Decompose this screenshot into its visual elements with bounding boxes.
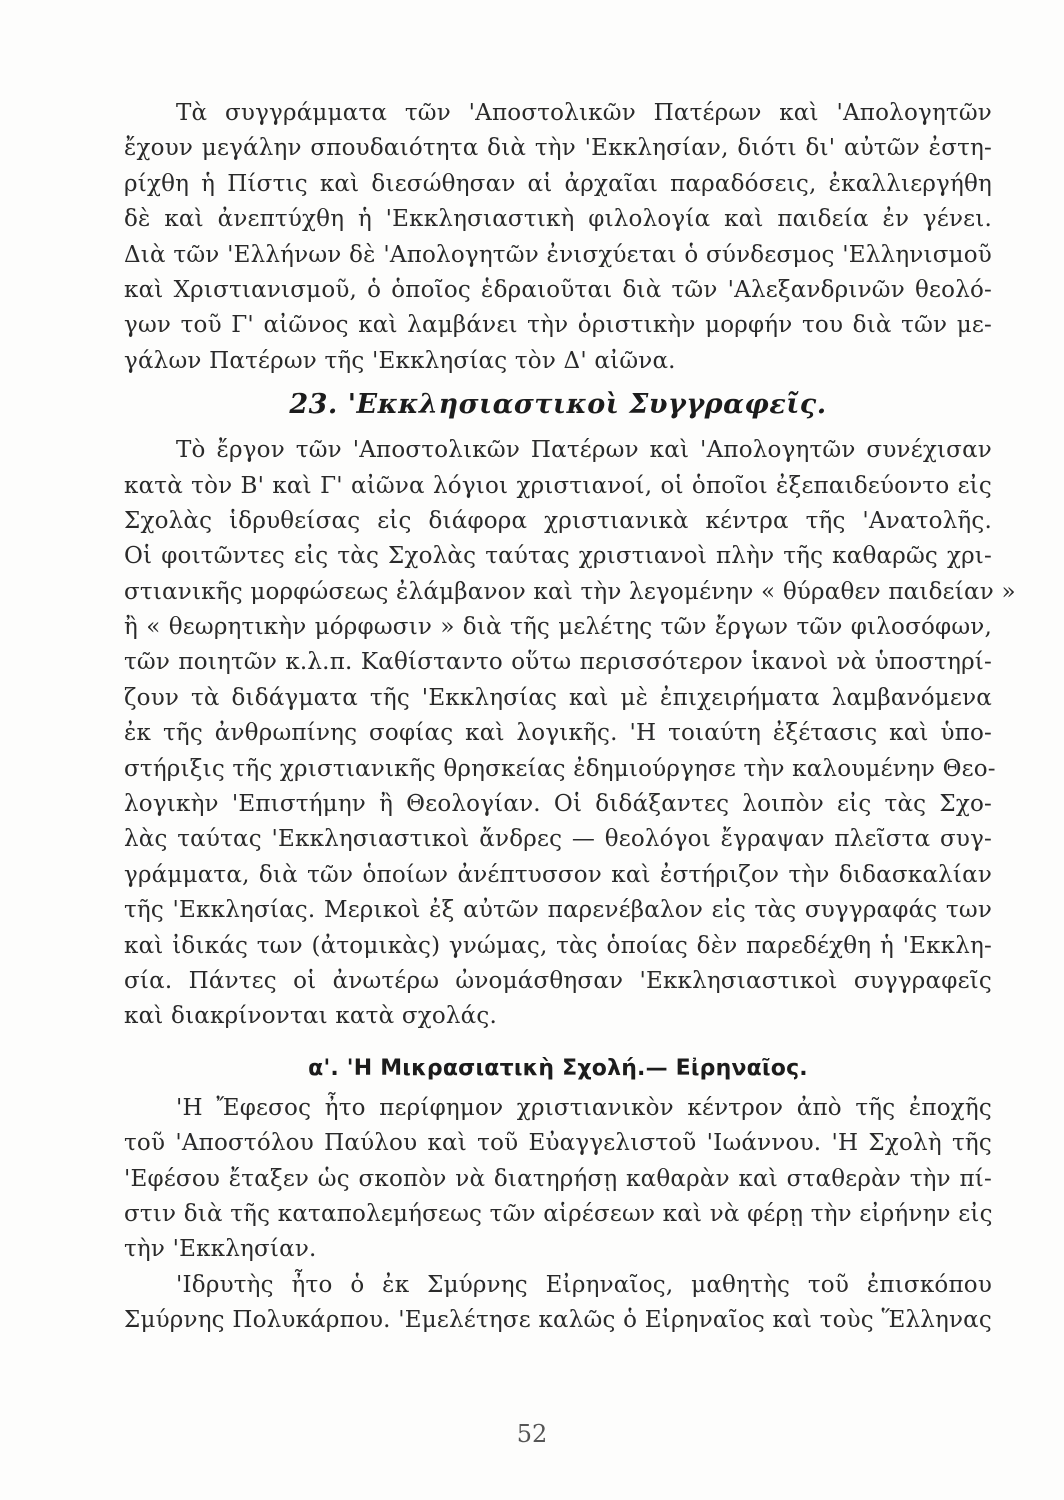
text-line: 'Εφέσου ἔταξεν ὡς σκοπὸν νὰ διατηρήσῃ καθαρὰν καὶ σταθερὰν τὴν πί- (124, 1165, 992, 1192)
paragraph-2 (124, 433, 1016, 1035)
text-line: ἔχουν μεγάλην σπουδαιότητα διὰ τὴν 'Εκκλησίαν, διότι δι' αὐτῶν ἐστη- (124, 135, 992, 162)
text-line: Τὰ συγγράμματα τῶν 'Αποστολικῶν Πατέρων καὶ 'Απολογητῶν (176, 100, 992, 126)
text-line: γων τοῦ Γ' αἰῶνος καὶ λαμβάνει τὴν ὁριστικὴν μορφήν του διὰ τῶν με- (124, 312, 992, 339)
text-line: δὲ καὶ ἀνεπτύχθη ἡ 'Εκκλησιαστικὴ φιλολογία καὶ παιδεία ἐν γένει. (124, 206, 992, 233)
text-line: λὰς ταύτας 'Εκκλησιαστικοὶ ἄνδρες — θεολόγοι ἔγραψαν πλεῖστα συγ- (124, 826, 992, 853)
paragraph-1 (124, 96, 992, 379)
page-number: 52 (516, 1420, 548, 1448)
text-line: τῶν ποιητῶν κ.λ.π. Καθίσταντο οὕτω περισσότερον ἱκανοὶ νὰ ὑποστηρί- (124, 649, 992, 676)
text-line: καὶ διακρίνονται κατὰ σχολάς. (124, 1003, 498, 1030)
text-line: σία. Πάντες οἱ ἀνωτέρω ὠνομάσθησαν 'Εκκλησιαστικοὶ συγγραφεῖς (124, 967, 992, 994)
text-line: ρίχθη ἡ Πίστις καὶ διεσώθησαν αἱ ἀρχαῖαι παραδόσεις, ἐκαλλιεργήθη (124, 170, 992, 197)
text-line: ζουν τὰ διδάγματα τῆς 'Εκκλησίας καὶ μὲ ἐπιχειρήματα λαμβανόμενα (124, 684, 992, 711)
text-line: κατὰ τὸν Β' καὶ Γ' αἰῶνα λόγιοι χριστιανοί, οἱ ὁποῖοι ἐξεπαιδεύοντο εἰς (124, 472, 992, 499)
text-line: τοῦ 'Αποστόλου Παύλου καὶ τοῦ Εὐαγγελιστοῦ 'Ιωάννου. 'Η Σχολὴ τῆς (124, 1130, 992, 1157)
text-line: στιν διὰ τῆς καταπολεμήσεως τῶν αἱρέσεων καὶ νὰ φέρῃ τὴν εἰρήνην εἰς (124, 1200, 993, 1227)
paragraph-3 (124, 1091, 992, 1268)
text-line: γράμματα, διὰ τῶν ὁποίων ἀνέπτυσσον καὶ ἐστήριζον τὴν διδασκαλίαν (124, 861, 992, 888)
paragraph-4 (124, 1268, 992, 1339)
text-line: 'Η Ἔφεσος ἦτο περίφημον χριστιανικὸν κέντρον ἀπὸ τῆς ἐποχῆς (176, 1094, 992, 1121)
text-line: λογικὴν 'Επιστήμην ἢ Θεολογίαν. Οἱ διδάξαντες λοιπὸν εἰς τὰς Σχο- (124, 791, 992, 818)
section-heading: 23. 'Εκκλησιαστικοὶ Συγγραφεῖς. (289, 389, 827, 421)
text-line: στιανικῆς μορφώσεως ἐλάμβανον καὶ τὴν λεγομένην « θύραθεν παιδείαν » (124, 578, 1016, 605)
text-line: Οἱ φοιτῶντες εἰς τὰς Σχολὰς ταύτας χριστιανοὶ πλὴν τῆς καθαρῶς χρι- (124, 543, 992, 570)
text-line: τὴν 'Εκκλησίαν. (124, 1236, 317, 1263)
text-line: καὶ Χριστιανισμοῦ, ὁ ὁποῖος ἑδραιοῦται διὰ τῶν 'Αλεξανδρινῶν θεολό- (124, 276, 992, 303)
text-line: τῆς 'Εκκλησίας. Μερικοὶ ἐξ αὐτῶν παρενέβαλον εἰς τὰς συγγραφάς των (124, 897, 992, 924)
text-line: Σχολὰς ἱδρυθείσας εἰς διάφορα χριστιανικὰ κέντρα τῆς 'Ανατολῆς. (124, 507, 992, 534)
text-line: 'Ιδρυτὴς ἦτο ὁ ἐκ Σμύρνης Εἰρηναῖος, μαθητὴς τοῦ ἐπισκόπου (176, 1271, 992, 1298)
text-line: Διὰ τῶν 'Ελλήνων δὲ 'Απολογητῶν ἐνισχύεται ὁ σύνδεσμος 'Ελληνισμοῦ (124, 241, 992, 268)
text-line: ἐκ τῆς ἀνθρωπίνης σοφίας καὶ λογικῆς. 'Η τοιαύτη ἐξέτασις καὶ ὑπο- (124, 720, 992, 747)
text-line: καὶ ἰδικάς των (ἀτομικὰς) γνώμας, τὰς ὁποίας δὲν παρεδέχθη ἡ 'Εκκλη- (124, 932, 992, 959)
page-text (124, 96, 1016, 1339)
subsection-heading: α'. 'Η Μικρασιατικὴ Σχολή.— Εἰρηναῖος. (308, 1055, 808, 1081)
text-line: ἢ « θεωρητικὴν μόρφωσιν » διὰ τῆς μελέτης τῶν ἔργων τῶν φιλοσόφων, (124, 614, 992, 641)
text-line: Τὸ ἔργον τῶν 'Αποστολικῶν Πατέρων καὶ 'Απολογητῶν συνέχισαν (176, 437, 992, 464)
text-line: γάλων Πατέρων τῆς 'Εκκλησίας τὸν Δ' αἰῶνα. (124, 347, 676, 374)
text-line: Σμύρνης Πολυκάρπου. 'Εμελέτησε καλῶς ὁ Εἰρηναῖος καὶ τοὺς Ἕλληνας (124, 1307, 992, 1334)
text-line: στήριξις τῆς χριστιανικῆς θρησκείας ἐδημιούργησε τὴν καλουμένην Θεο- (124, 755, 996, 782)
